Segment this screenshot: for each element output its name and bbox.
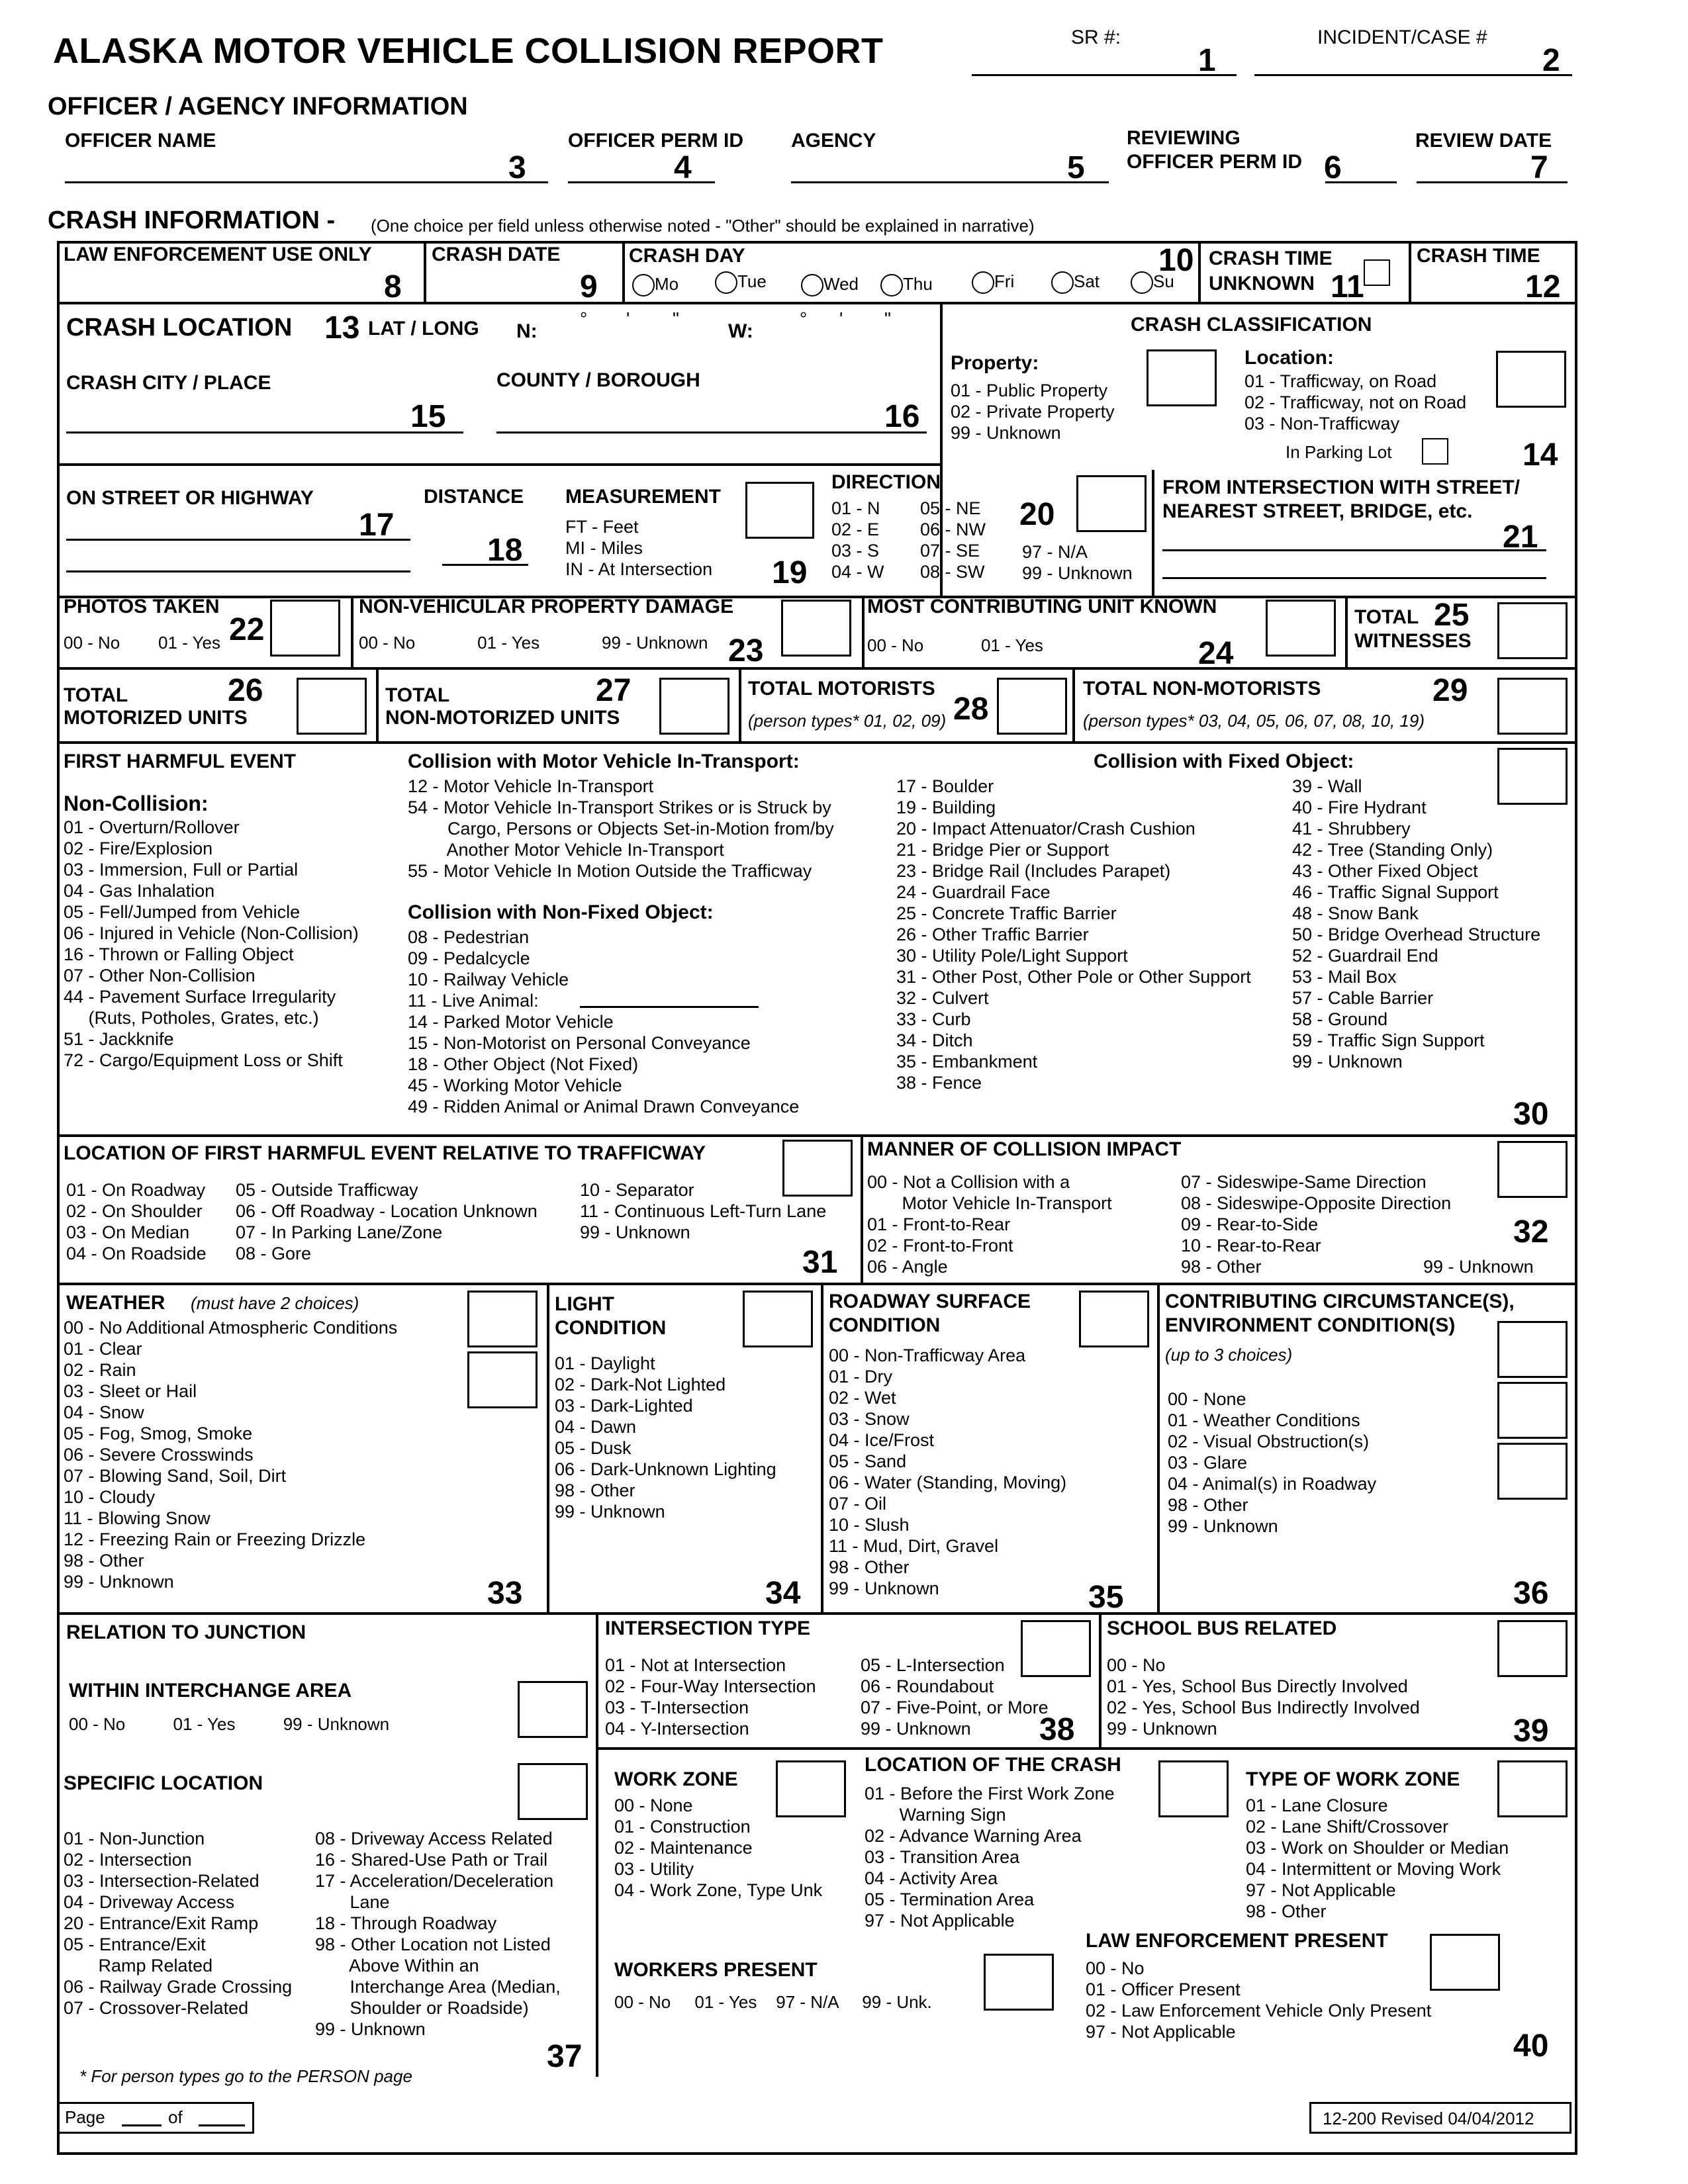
weather-box-2[interactable] bbox=[467, 1351, 538, 1408]
le-present-label: LAW ENFORCEMENT PRESENT bbox=[1086, 1930, 1388, 1952]
within-interchange-box[interactable] bbox=[518, 1681, 588, 1738]
field-number-4: 4 bbox=[674, 150, 692, 185]
relation-to-junction-label: RELATION TO JUNCTION bbox=[66, 1621, 306, 1643]
most-contributing-unit-options: 00 - No 01 - Yes bbox=[867, 635, 1043, 655]
manner-of-collision-label: MANNER OF COLLISION IMPACT bbox=[867, 1138, 1182, 1160]
reviewing-label-2: OFFICER PERM ID bbox=[1127, 151, 1303, 173]
crash-time-unknown-checkbox[interactable] bbox=[1364, 259, 1390, 286]
field-number-14: 14 bbox=[1523, 437, 1558, 473]
crash-city-label: CRASH CITY / PLACE bbox=[66, 372, 271, 394]
field-number-19: 19 bbox=[772, 555, 808, 590]
day-sat-radio[interactable] bbox=[1051, 271, 1074, 294]
officer-name-label: OFFICER NAME bbox=[65, 130, 216, 152]
within-interchange-label: WITHIN INTERCHANGE AREA bbox=[69, 1680, 352, 1702]
crash-day-label: CRASH DAY bbox=[629, 245, 745, 267]
field-number-20: 20 bbox=[1019, 497, 1055, 532]
field-number-25: 25 bbox=[1434, 598, 1470, 633]
school-bus-options: 00 - No 01 - Yes, School Bus Directly Involved 02 - Yes, School Bus Indirectly Involved 99 - Unknown bbox=[1107, 1655, 1420, 1739]
officer-perm-label: OFFICER PERM ID bbox=[568, 130, 744, 152]
property-options: 01 - Public Property 02 - Private Property 99 - Unknown bbox=[951, 381, 1115, 443]
witnesses-label-2: WITNESSES bbox=[1354, 630, 1472, 652]
crash-location-label: CRASH LOCATION bbox=[66, 314, 293, 341]
total-nonmotorists-label: TOTAL NON-MOTORISTS bbox=[1083, 678, 1321, 700]
field-number-7: 7 bbox=[1530, 150, 1548, 185]
type-of-work-zone-label: TYPE OF WORK ZONE bbox=[1246, 1768, 1460, 1790]
light-condition-box[interactable] bbox=[743, 1291, 813, 1347]
workers-present-options: 00 - No 01 - Yes 97 - N/A 99 - Unk. bbox=[614, 1992, 932, 2012]
type-of-work-zone-options: 01 - Lane Closure 02 - Lane Shift/Crossover 03 - Work on Shoulder or Median 04 - Intermittent or Moving Work 97 - Not Applicable 98 - Other bbox=[1246, 1796, 1509, 1921]
within-interchange-options: 00 - No 01 - Yes 99 - Unknown bbox=[69, 1714, 390, 1734]
in-parking-lot-label: In Parking Lot bbox=[1286, 442, 1392, 462]
nvpd-box[interactable] bbox=[781, 600, 851, 657]
day-mo-radio[interactable] bbox=[632, 274, 655, 296]
crash-section-title: CRASH INFORMATION - bbox=[48, 206, 336, 234]
crash-time-label: CRASH TIME bbox=[1417, 245, 1540, 267]
sr-field[interactable] bbox=[972, 74, 1237, 76]
field-number-34: 34 bbox=[765, 1576, 801, 1611]
collision-mvit-options: 12 - Motor Vehicle In-Transport 54 - Motor Vehicle In-Transport Strikes or is Struck by Cargo, Persons or Objects Set-in-Motion from/by Another Motor Vehicle In-Transport 55 - Motor Vehicle In Motion Outside the Trafficway bbox=[408, 776, 834, 881]
day-fri[interactable]: Fri bbox=[972, 271, 1014, 294]
total-motorists-label: TOTAL MOTORISTS bbox=[748, 678, 935, 700]
photos-box[interactable] bbox=[270, 600, 340, 657]
non-collision-label: Non-Collision: bbox=[64, 792, 209, 815]
agency-label: AGENCY bbox=[791, 130, 876, 152]
of-label: of bbox=[168, 2107, 183, 2127]
weather-note: (must have 2 choices) bbox=[191, 1293, 359, 1313]
nvpd-options: 00 - No 01 - Yes 99 - Unknown bbox=[359, 633, 708, 653]
officer-name-field[interactable] bbox=[65, 181, 548, 183]
workers-present-box[interactable] bbox=[984, 1954, 1054, 2011]
measurement-label: MEASUREMENT bbox=[565, 486, 722, 508]
total-motorists-note: (person types* 01, 02, 09) bbox=[748, 711, 947, 731]
intersection-options-1: 01 - Not at Intersection 02 - Four-Way Intersection 03 - T-Intersection 04 - Y-Intersection bbox=[605, 1655, 816, 1739]
county-label: COUNTY / BOROUGH bbox=[496, 369, 700, 391]
day-thu[interactable]: Thu bbox=[880, 274, 933, 296]
field-number-10: 10 bbox=[1158, 243, 1194, 278]
manner-of-collision-box[interactable] bbox=[1497, 1141, 1568, 1198]
total-nonmotorized-label-1: TOTAL bbox=[385, 684, 450, 706]
light-options: 01 - Daylight 02 - Dark-Not Lighted 03 - Dark-Lighted 04 - Dawn 05 - Dusk 06 - Dark-Unknown Lighting 98 - Other 99 - Unknown bbox=[555, 1353, 776, 1522]
direction-options-2: 05 - NE 06 - NW 07 - SE 08 - SW bbox=[920, 498, 986, 582]
relative-options-1: 01 - On Roadway 02 - On Shoulder 03 - On Median 04 - On Roadside bbox=[66, 1180, 207, 1263]
field-number-28: 28 bbox=[953, 692, 989, 727]
field-number-21: 21 bbox=[1503, 520, 1538, 555]
weather-label: WEATHER bbox=[66, 1292, 165, 1314]
page-field[interactable] bbox=[122, 2124, 162, 2126]
field-number-12: 12 bbox=[1525, 269, 1561, 304]
field-number-8: 8 bbox=[384, 269, 402, 304]
collision-fixed-options-1: 17 - Boulder 19 - Building 20 - Impact Attenuator/Crash Cushion 21 - Bridge Pier or Support 23 - Bridge Rail (Includes Parapet) 24 - Guardrail Face 25 - Concrete Traffic Barrier 26 - Other Traffic Barrier 30 - Utility Pole/Light Support 31 - Other Post, Other Pole or Other Support 32 - Culvert 33 - Curb 34 - Ditch 35 - Embankment 38 - Fence bbox=[896, 776, 1251, 1093]
total-motorized-label-1: TOTAL bbox=[64, 684, 128, 706]
school-bus-label: SCHOOL BUS RELATED bbox=[1107, 1617, 1337, 1639]
work-zone-label: WORK ZONE bbox=[614, 1768, 738, 1790]
field-number-38: 38 bbox=[1039, 1712, 1075, 1747]
reviewing-label-1: REVIEWING bbox=[1127, 127, 1241, 149]
field-number-17: 17 bbox=[359, 508, 395, 543]
field-number-22: 22 bbox=[229, 612, 265, 647]
field-number-30: 30 bbox=[1513, 1097, 1549, 1132]
latlong-label: LAT / LONG bbox=[368, 318, 479, 340]
crash-time-unknown-label-2: UNKNOWN bbox=[1209, 273, 1315, 295]
field-number-31: 31 bbox=[802, 1245, 838, 1280]
day-wed-radio[interactable] bbox=[801, 274, 823, 296]
day-fri-radio[interactable] bbox=[972, 271, 994, 294]
le-present-options: 00 - No 01 - Officer Present 02 - Law Enforcement Vehicle Only Present 97 - Not Applicable bbox=[1086, 1958, 1432, 2042]
day-tue-radio[interactable] bbox=[715, 271, 737, 294]
field-number-26: 26 bbox=[228, 673, 263, 708]
county-field[interactable] bbox=[496, 432, 927, 433]
day-mo[interactable]: Mo bbox=[632, 274, 679, 296]
specific-location-options-2: 08 - Driveway Access Related 16 - Shared-Use Path or Trail 17 - Acceleration/Deceleration Lane 18 - Through Roadway 98 - Other Location not Listed Above Within an Interchange Area (Median, Shoulder or Roadside) 99 - Unknown bbox=[315, 1829, 561, 2039]
from-intersection-label-1: FROM INTERSECTION WITH STREET/ bbox=[1162, 477, 1520, 498]
specific-location-options-1: 01 - Non-Junction 02 - Intersection 03 - Intersection-Related 04 - Driveway Access 20 - Entrance/Exit Ramp 05 - Entrance/Exit Ramp Related 06 - Railway Grade Crossing 07 - Crossover-Related bbox=[64, 1829, 293, 2018]
work-zone-location-label: LOCATION OF THE CRASH bbox=[865, 1754, 1121, 1776]
from-intersection-field[interactable] bbox=[1162, 549, 1546, 551]
contributing-box-3[interactable] bbox=[1497, 1443, 1568, 1500]
from-intersection-label-2: NEAREST STREET, BRIDGE, etc. bbox=[1162, 500, 1473, 522]
total-motorists-box[interactable] bbox=[997, 678, 1067, 735]
location-label: Location: bbox=[1244, 347, 1334, 369]
report-title: ALASKA MOTOR VEHICLE COLLISION REPORT bbox=[53, 31, 884, 71]
manner-options-1: 00 - Not a Collision with a Motor Vehicle In-Transport 01 - Front-to-Rear 02 - Front-to-Front 06 - Angle bbox=[867, 1172, 1112, 1277]
in-parking-lot-checkbox[interactable] bbox=[1422, 438, 1448, 465]
total-nonmotorized-label-2: NON-MOTORIZED UNITS bbox=[385, 707, 620, 729]
field-number-2: 2 bbox=[1542, 43, 1560, 78]
crash-date-label: CRASH DATE bbox=[432, 244, 561, 265]
collision-fixed-label: Collision with Fixed Object: bbox=[1094, 751, 1354, 772]
incident-field[interactable] bbox=[1254, 74, 1572, 76]
collision-nonfixed-options: 08 - Pedestrian 09 - Pedalcycle 10 - Railway Vehicle 11 - Live Animal: 14 - Parked Motor Vehicle 15 - Non-Motorist on Personal Conveyance 18 - Other Object (Not Fixed) 45 - Working Motor Vehicle 49 - Ridden Animal or Animal Drawn Conveyance bbox=[408, 927, 800, 1116]
revision-label: 12-200 Revised 04/04/2012 bbox=[1323, 2109, 1534, 2128]
total-nonmotorists-note: (person types* 03, 04, 05, 06, 07, 08, 10, 19) bbox=[1083, 711, 1425, 731]
field-number-39: 39 bbox=[1513, 1713, 1549, 1749]
total-nonmotorists-box[interactable] bbox=[1497, 678, 1568, 735]
day-wed[interactable]: Wed bbox=[801, 274, 859, 296]
collision-nonfixed-label: Collision with Non-Fixed Object: bbox=[408, 901, 714, 923]
surface-condition-label-1: ROADWAY SURFACE bbox=[829, 1291, 1031, 1312]
field-number-27: 27 bbox=[596, 673, 632, 708]
specific-location-box[interactable] bbox=[518, 1763, 588, 1820]
field-number-23: 23 bbox=[728, 633, 764, 668]
day-su-radio[interactable] bbox=[1131, 271, 1153, 294]
live-animal-field[interactable] bbox=[580, 1006, 759, 1008]
light-condition-label-2: CONDITION bbox=[555, 1317, 667, 1339]
day-sat[interactable]: Sat bbox=[1051, 271, 1100, 294]
witnesses-label-1: TOTAL bbox=[1354, 606, 1419, 628]
day-thu-radio[interactable] bbox=[880, 274, 903, 296]
collision-mvit-label: Collision with Motor Vehicle In-Transport: bbox=[408, 751, 800, 772]
manner-unknown-option: 99 - Unknown bbox=[1423, 1257, 1534, 1277]
relative-options-3: 10 - Separator 11 - Continuous Left-Turn Lane 99 - Unknown bbox=[580, 1180, 827, 1242]
field-number-35: 35 bbox=[1088, 1580, 1124, 1615]
light-condition-label-1: LIGHT bbox=[555, 1293, 614, 1315]
photos-options: 00 - No 01 - Yes bbox=[64, 633, 221, 653]
sr-label: SR #: bbox=[1071, 26, 1121, 48]
field-number-33: 33 bbox=[487, 1576, 523, 1611]
specific-location-label: SPECIFIC LOCATION bbox=[64, 1772, 263, 1794]
workers-present-label: WORKERS PRESENT bbox=[614, 1959, 818, 1981]
field-number-32: 32 bbox=[1513, 1214, 1549, 1250]
contributing-note: (up to 3 choices) bbox=[1165, 1345, 1293, 1365]
day-su[interactable]: Su bbox=[1131, 271, 1174, 294]
first-harmful-event-box[interactable] bbox=[1497, 748, 1568, 805]
field-number-1: 1 bbox=[1198, 43, 1216, 78]
officer-perm-field[interactable] bbox=[568, 181, 715, 183]
field-number-6: 6 bbox=[1324, 150, 1342, 185]
total-motorized-box[interactable] bbox=[297, 678, 367, 735]
measurement-box[interactable] bbox=[745, 482, 814, 539]
first-harmful-event-label: FIRST HARMFUL EVENT bbox=[64, 751, 297, 772]
direction-options-3: 97 - N/A 99 - Unknown bbox=[1022, 542, 1133, 583]
field-number-13: 13 bbox=[324, 310, 360, 345]
review-date-label: REVIEW DATE bbox=[1415, 130, 1552, 152]
on-street-label: ON STREET OR HIGHWAY bbox=[66, 487, 314, 509]
location-box[interactable] bbox=[1496, 351, 1566, 408]
total-motorized-label-2: MOTORIZED UNITS bbox=[64, 707, 248, 729]
on-street-field-2[interactable] bbox=[66, 570, 410, 572]
collision-fixed-options-2: 39 - Wall 40 - Fire Hydrant 41 - Shrubbery 42 - Tree (Standing Only) 43 - Other Fixed Object 46 - Traffic Signal Support 48 - Snow Bank 50 - Bridge Overhead Structure 52 - Guardrail End 53 - Mail Box 57 - Cable Barrier 58 - Ground 59 - Traffic Sign Support 99 - Unknown bbox=[1292, 776, 1541, 1071]
crash-section-note: (One choice per field unless otherwise noted - "Other" should be explained in narrative) bbox=[371, 216, 1035, 236]
nvpd-label: NON-VEHICULAR PROPERTY DAMAGE bbox=[359, 596, 734, 617]
field-number-11: 11 bbox=[1331, 269, 1364, 304]
direction-box[interactable] bbox=[1076, 475, 1147, 532]
manner-options-2: 07 - Sideswipe-Same Direction 08 - Sideswipe-Opposite Direction 09 - Rear-to-Side 10 - Rear-to-Rear 98 - Other bbox=[1181, 1172, 1452, 1277]
direction-label: DIRECTION bbox=[831, 471, 941, 493]
field-number-36: 36 bbox=[1513, 1576, 1549, 1611]
contributing-label-1: CONTRIBUTING CIRCUMSTANCE(S), bbox=[1165, 1291, 1515, 1312]
location-options: 01 - Trafficway, on Road 02 - Trafficway, not on Road 03 - Non-Trafficway bbox=[1244, 371, 1467, 433]
witnesses-box[interactable] bbox=[1497, 602, 1568, 659]
crash-city-field[interactable] bbox=[66, 432, 463, 433]
total-nonmotorized-box[interactable] bbox=[659, 678, 729, 735]
field-number-40: 40 bbox=[1513, 2028, 1549, 2064]
incident-label: INCIDENT/CASE # bbox=[1317, 26, 1487, 48]
surface-condition-label-2: CONDITION bbox=[829, 1314, 941, 1336]
surface-options: 00 - Non-Trafficway Area 01 - Dry 02 - Wet 03 - Snow 04 - Ice/Frost 05 - Sand 06 - Water (Standing, Moving) 07 - Oil 10 - Slush 11 - Mud, Dirt, Gravel 98 - Other 99 - Unknown bbox=[829, 1345, 1067, 1598]
property-box[interactable] bbox=[1147, 349, 1217, 406]
agency-field[interactable] bbox=[791, 181, 1109, 183]
direction-options-1: 01 - N 02 - E 03 - S 04 - W bbox=[831, 498, 884, 582]
surface-condition-box[interactable] bbox=[1079, 1291, 1149, 1347]
contributing-box-2[interactable] bbox=[1497, 1382, 1568, 1439]
contributing-label-2: ENVIRONMENT CONDITION(S) bbox=[1165, 1314, 1456, 1336]
relative-options-2: 05 - Outside Trafficway 06 - Off Roadway - Location Unknown 07 - In Parking Lane/Zone 08 - Gore bbox=[236, 1180, 538, 1263]
intersection-options-2: 05 - L-Intersection 06 - Roundabout 07 - Five-Point, or More 99 - Unknown bbox=[861, 1655, 1049, 1739]
field-number-9: 9 bbox=[580, 269, 598, 304]
day-tue[interactable]: Tue bbox=[715, 271, 767, 294]
most-contributing-unit-label: MOST CONTRIBUTING UNIT KNOWN bbox=[867, 596, 1217, 617]
weather-box-1[interactable] bbox=[467, 1291, 538, 1347]
work-zone-location-box[interactable] bbox=[1158, 1760, 1229, 1817]
page-total-field[interactable] bbox=[199, 2124, 245, 2126]
le-use-label: LAW ENFORCEMENT USE ONLY bbox=[64, 244, 372, 265]
crash-classification-label: CRASH CLASSIFICATION bbox=[1131, 314, 1372, 336]
lat-n-label: N: bbox=[516, 320, 538, 342]
le-present-box[interactable] bbox=[1430, 1934, 1500, 1991]
most-contributing-unit-box[interactable] bbox=[1266, 600, 1336, 657]
non-collision-options: 01 - Overturn/Rollover 02 - Fire/Explosion 03 - Immersion, Full or Partial 04 - Gas Inhalation 05 - Fell/Jumped from Vehicle 06 - Injured in Vehicle (Non-Collision) 16 - Thrown or Falling Object 07 - Other Non-Collision 44 - Pavement Surface Irregularity (Ruts, Potholes, Grates, etc.) 51 - Jackknife 72 - Cargo/Equipment Loss or Shift bbox=[64, 817, 359, 1070]
officer-section-title: OFFICER / AGENCY INFORMATION bbox=[48, 93, 468, 120]
work-zone-location-options: 01 - Before the First Work Zone Warning Sign 02 - Advance Warning Area 03 - Transition Area 04 - Activity Area 05 - Termination Area 97 - Not Applicable bbox=[865, 1784, 1115, 1931]
field-number-3: 3 bbox=[508, 150, 526, 185]
intersection-type-label: INTERSECTION TYPE bbox=[605, 1617, 811, 1639]
from-intersection-field-2[interactable] bbox=[1162, 577, 1546, 579]
school-bus-box[interactable] bbox=[1497, 1620, 1568, 1677]
field-number-37: 37 bbox=[547, 2039, 583, 2074]
field-number-18: 18 bbox=[487, 533, 523, 568]
relative-location-label: LOCATION OF FIRST HARMFUL EVENT RELATIVE TO TRAFFICWAY bbox=[64, 1142, 706, 1164]
type-of-work-zone-box[interactable] bbox=[1497, 1760, 1568, 1817]
long-w-label: W: bbox=[728, 320, 753, 342]
measurement-options: FT - Feet MI - Miles IN - At Intersection bbox=[565, 517, 713, 579]
contributing-box-1[interactable] bbox=[1497, 1321, 1568, 1378]
field-number-16: 16 bbox=[884, 399, 920, 434]
page-label: Page bbox=[65, 2107, 105, 2127]
photos-label: PHOTOS TAKEN bbox=[64, 596, 220, 617]
field-number-29: 29 bbox=[1432, 673, 1468, 708]
distance-label: DISTANCE bbox=[424, 486, 524, 508]
weather-options: 00 - No Additional Atmospheric Conditions 01 - Clear 02 - Rain 03 - Sleet or Hail 04 - Snow 05 - Fog, Smog, Smoke 06 - Severe Crosswinds 07 - Blowing Sand, Soil, Dirt 10 - Cloudy 11 - Blowing Snow 12 - Freezing Rain or Freezing Drizzle 98 - Other 99 - Unknown bbox=[64, 1318, 398, 1592]
person-types-note: * For person types go to the PERSON page bbox=[79, 2066, 412, 2086]
field-number-5: 5 bbox=[1067, 150, 1085, 185]
property-label: Property: bbox=[951, 352, 1039, 374]
field-number-15: 15 bbox=[410, 399, 446, 434]
work-zone-options: 00 - None 01 - Construction 02 - Maintenance 03 - Utility 04 - Work Zone, Type Unk bbox=[614, 1796, 823, 1900]
field-number-24: 24 bbox=[1198, 636, 1234, 671]
contributing-options: 00 - None 01 - Weather Conditions 02 - Visual Obstruction(s) 03 - Glare 04 - Animal(s) in Roadway 98 - Other 99 - Unknown bbox=[1168, 1389, 1377, 1536]
crash-time-unknown-label-1: CRASH TIME bbox=[1209, 248, 1333, 269]
